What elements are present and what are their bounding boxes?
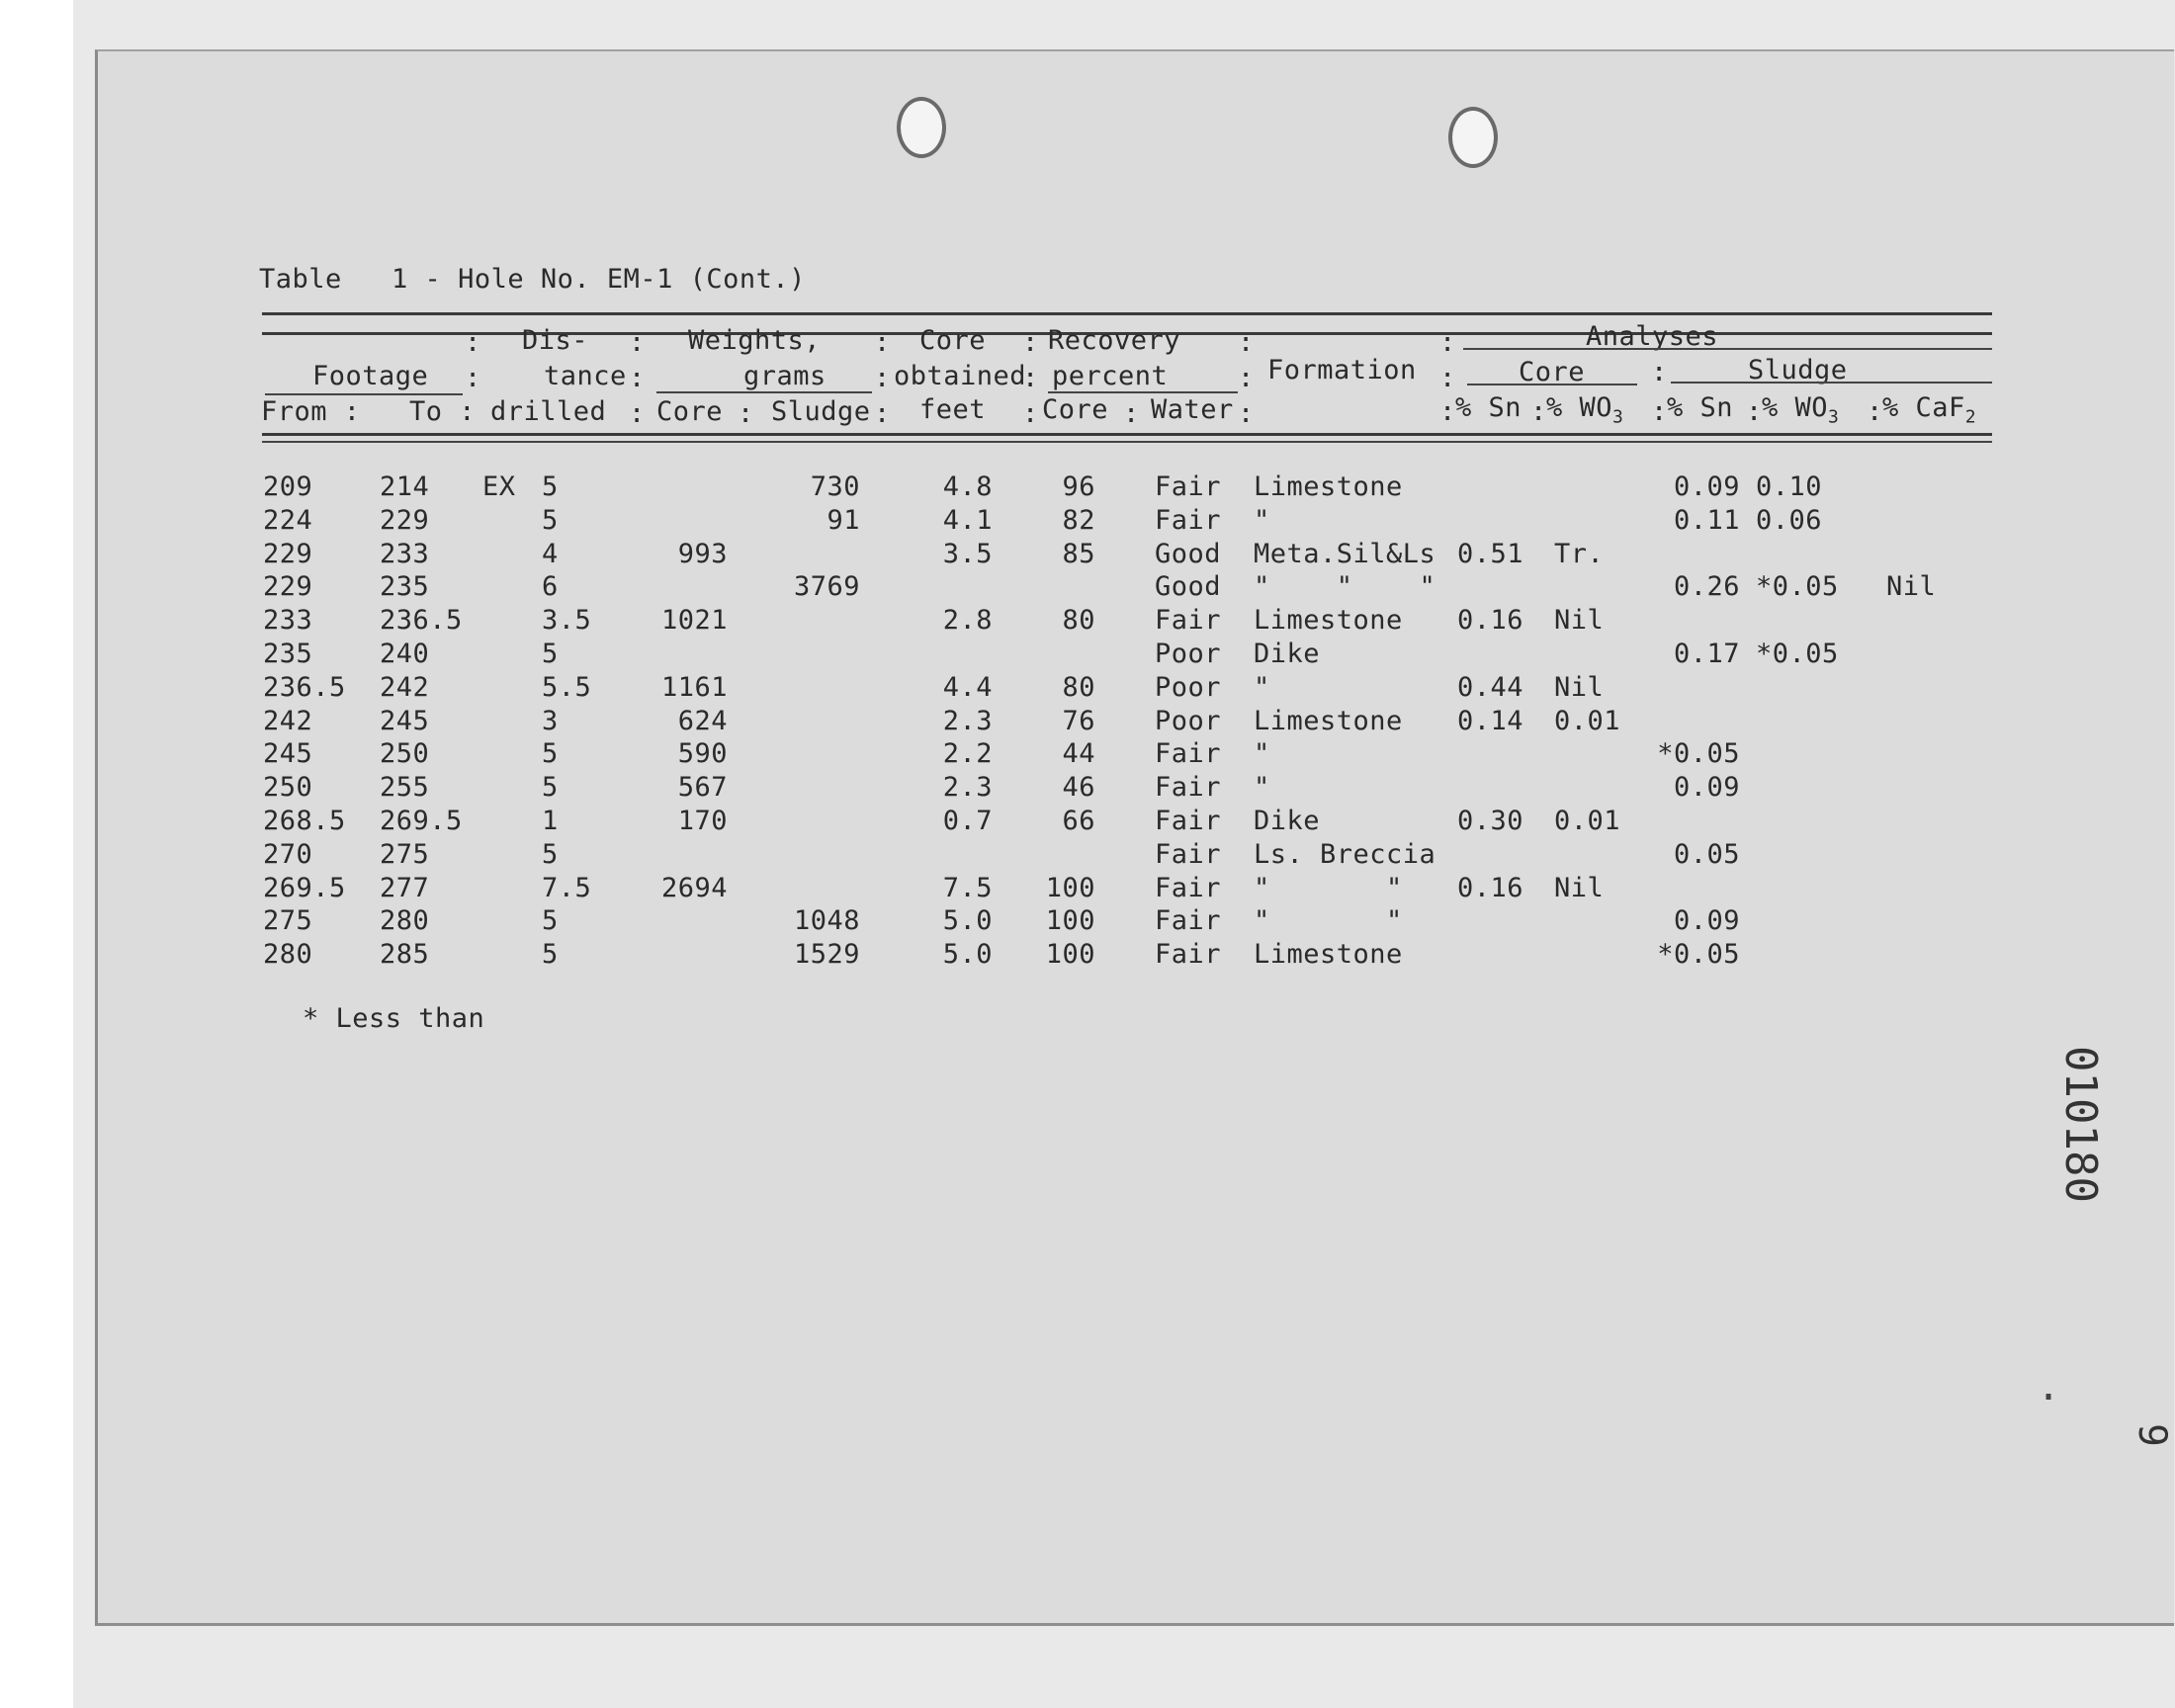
cell-to: 242 <box>380 672 430 703</box>
cell-from: 250 <box>263 772 313 803</box>
cell-from: 224 <box>263 505 313 536</box>
scan-margin <box>0 0 73 1708</box>
cell-dist: 3 <box>542 706 559 736</box>
cell-from: 245 <box>263 738 313 769</box>
cell-c-sn: 0.14 <box>1457 706 1524 736</box>
cell-w-core: 624 <box>677 706 728 736</box>
sep: : <box>1439 327 1456 358</box>
cell-dist: 1 <box>542 806 559 836</box>
cell-dist: 5.5 <box>542 672 592 703</box>
sep: : <box>629 398 646 429</box>
cell-core-ft: 7.5 <box>942 873 993 903</box>
header-bottom-rule <box>262 433 1992 436</box>
cell-c-wo3: Nil <box>1554 672 1605 703</box>
header-distance-3: drilled <box>490 396 607 427</box>
cell-dist: 5 <box>542 471 559 502</box>
cell-rec: 82 <box>1062 505 1095 536</box>
cell-from: 236.5 <box>263 672 346 703</box>
header-recovery-core: Core <box>1042 394 1109 425</box>
cell-formation: " " " <box>1254 571 1436 602</box>
cell-to: 229 <box>380 505 430 536</box>
cell-to: 245 <box>380 706 430 736</box>
cell-to: 269.5 <box>380 806 463 836</box>
sep: : <box>1022 363 1039 393</box>
sep: : <box>1651 396 1668 427</box>
cell-to: 285 <box>380 939 430 970</box>
cell-s-sn: 0.26 <box>1673 571 1740 602</box>
cell-formation: Limestone <box>1254 706 1403 736</box>
cell-rec: 66 <box>1062 806 1095 836</box>
cell-core-ft: 2.8 <box>942 605 993 636</box>
cell-to: 255 <box>380 772 430 803</box>
cell-w-core: 567 <box>677 772 728 803</box>
header-core-obtained-2: obtained <box>894 361 1027 391</box>
footnote: * Less than <box>303 1003 485 1034</box>
cell-s-sn: *0.05 <box>1657 939 1740 970</box>
cell-dist: 7.5 <box>542 873 592 903</box>
sep: : <box>1439 396 1456 427</box>
cell-from: 270 <box>263 839 313 870</box>
header-top-rule <box>262 312 1992 315</box>
header-bottom-rule-2 <box>262 441 1992 443</box>
cell-w-core: 2694 <box>660 873 728 903</box>
cell-w-sludge: 1048 <box>793 905 860 936</box>
cell-water: Fair <box>1155 772 1222 803</box>
cell-water: Poor <box>1155 639 1222 669</box>
sep: : <box>1022 398 1039 429</box>
cell-dist: 5 <box>542 639 559 669</box>
cell-core-ft: 5.0 <box>942 905 993 936</box>
cell-s-sn: 0.09 <box>1673 772 1740 803</box>
cell-w-core: 993 <box>677 539 728 569</box>
cell-formation: " <box>1254 738 1270 769</box>
cell-water: Fair <box>1155 873 1222 903</box>
cell-core-ft: 4.8 <box>942 471 993 502</box>
cell-dist: 5 <box>542 839 559 870</box>
cell-core-ft: 4.4 <box>942 672 993 703</box>
cell-s-sn: 0.11 <box>1673 505 1740 536</box>
cell-to: 214 <box>380 471 430 502</box>
cell-to: 235 <box>380 571 430 602</box>
sep: : <box>874 398 891 429</box>
cell-s-wo3: 0.10 <box>1756 471 1823 502</box>
cell-formation: Limestone <box>1254 939 1403 970</box>
cell-c-sn: 0.44 <box>1457 672 1524 703</box>
cell-formation: Ls. Breccia <box>1254 839 1436 870</box>
cell-formation: " " <box>1254 905 1403 936</box>
cell-from: 229 <box>263 539 313 569</box>
cell-formation: Dike <box>1254 806 1321 836</box>
header-sludge-caf2: % CaF$_2$ <box>1882 392 1977 428</box>
cell-formation: Dike <box>1254 639 1321 669</box>
cell-water: Fair <box>1155 471 1222 502</box>
cell-rec: 85 <box>1062 539 1095 569</box>
header-core-sn: % Sn <box>1455 392 1522 423</box>
cell-core-ft: 3.5 <box>942 539 993 569</box>
header-sludge-wo3: % $WO_3$ <box>1762 392 1840 428</box>
cell-water: Fair <box>1155 505 1222 536</box>
margin-mark: . <box>2037 1364 2061 1409</box>
cell-formation: Meta.Sil&Ls <box>1254 539 1436 569</box>
sep: : <box>629 327 646 358</box>
cell-to: 240 <box>380 639 430 669</box>
header-formation: Formation <box>1267 355 1417 385</box>
cell-dist: 5 <box>542 738 559 769</box>
cell-to: 236.5 <box>380 605 463 636</box>
header-core-obtained-1: Core <box>919 325 987 356</box>
header-core-wo3: % $WO_3$ <box>1546 392 1624 428</box>
cell-w-sludge: 1529 <box>793 939 860 970</box>
cell-s-sn: *0.05 <box>1657 738 1740 769</box>
header-weights-core: Core <box>656 396 724 427</box>
cell-c-sn: 0.30 <box>1457 806 1524 836</box>
sep: : <box>1238 327 1255 358</box>
sep: : <box>1022 327 1039 358</box>
cell-from: 229 <box>263 571 313 602</box>
cell-w-sludge: 730 <box>810 471 860 502</box>
cell-to: 250 <box>380 738 430 769</box>
header-weights-sludge: Sludge <box>771 396 871 427</box>
cell-formation: Limestone <box>1254 471 1403 502</box>
cell-water: Fair <box>1155 605 1222 636</box>
cell-core-ft: 5.0 <box>942 939 993 970</box>
header-from: From : <box>261 396 361 427</box>
cell-from: 233 <box>263 605 313 636</box>
sep: : <box>874 327 891 358</box>
cell-c-wo3: 0.01 <box>1554 706 1621 736</box>
cell-w-sludge: 91 <box>826 505 860 536</box>
cell-core-ft: 2.3 <box>942 772 993 803</box>
cell-s-wo3: *0.05 <box>1756 639 1839 669</box>
analyses-sludge-underline <box>1671 382 1992 384</box>
sep: : <box>1530 396 1547 427</box>
weights-underline <box>656 391 872 393</box>
cell-c-wo3: 0.01 <box>1554 806 1621 836</box>
header-analyses-core: Core <box>1519 357 1586 387</box>
cell-formation: " " <box>1254 873 1403 903</box>
cell-c-wo3: Nil <box>1554 605 1605 636</box>
footage-underline <box>265 393 463 395</box>
cell-c-sn: 0.51 <box>1457 539 1524 569</box>
cell-w-core: 170 <box>677 806 728 836</box>
cell-rec: 46 <box>1062 772 1095 803</box>
cell-water: Good <box>1155 571 1222 602</box>
cell-rec: 100 <box>1045 905 1095 936</box>
sep: : <box>465 327 481 358</box>
sep: : <box>874 363 891 393</box>
header-core-obtained-3: feet <box>919 394 987 425</box>
cell-water: Fair <box>1155 806 1222 836</box>
cell-water: Good <box>1155 539 1222 569</box>
cell-to: 275 <box>380 839 430 870</box>
cell-rec: 100 <box>1045 939 1095 970</box>
side-document-number: 010180 <box>2055 1046 2106 1203</box>
punch-hole-left <box>897 97 946 158</box>
table-title: Table 1 - Hole No. EM-1 (Cont.) <box>259 264 806 295</box>
cell-c-wo3: Nil <box>1554 873 1605 903</box>
cell-from: 242 <box>263 706 313 736</box>
cell-rec: 96 <box>1062 471 1095 502</box>
cell-core-ft: 0.7 <box>942 806 993 836</box>
cell-rec: 76 <box>1062 706 1095 736</box>
cell-dist: 3.5 <box>542 605 592 636</box>
sep: : <box>1238 398 1255 429</box>
cell-w-core: 590 <box>677 738 728 769</box>
sep: : <box>1867 396 1883 427</box>
header-distance-1: Dis- <box>522 325 589 356</box>
header-recovery-water: Water <box>1151 394 1234 425</box>
sep: : <box>738 398 754 429</box>
cell-to: 280 <box>380 905 430 936</box>
header-footage: Footage <box>312 361 429 391</box>
cell-water: Fair <box>1155 939 1222 970</box>
cell-rec: 80 <box>1062 605 1095 636</box>
sep: : <box>629 363 646 393</box>
cell-from: 235 <box>263 639 313 669</box>
cell-formation: Limestone <box>1254 605 1403 636</box>
header-weights-1: Weights, <box>688 325 822 356</box>
cell-w-sludge: 3769 <box>793 571 860 602</box>
cell-core-ft: 2.2 <box>942 738 993 769</box>
cell-water: Fair <box>1155 738 1222 769</box>
cell-s-sn: 0.09 <box>1673 905 1740 936</box>
header-analyses: Analyses <box>1586 321 1719 352</box>
cell-from: 268.5 <box>263 806 346 836</box>
cell-c-sn: 0.16 <box>1457 605 1524 636</box>
cell-dist: 5 <box>542 772 559 803</box>
cell-s-caf2: Nil <box>1886 571 1937 602</box>
header-distance-2: tance <box>544 361 627 391</box>
cell-formation: " <box>1254 505 1270 536</box>
cell-to: 233 <box>380 539 430 569</box>
analyses-underline <box>1463 348 1992 350</box>
sep: : <box>1439 363 1456 393</box>
cell-w-core: 1021 <box>660 605 728 636</box>
cell-water: Poor <box>1155 672 1222 703</box>
cell-dist: 4 <box>542 539 559 569</box>
sep: : <box>1238 363 1255 393</box>
cell-core-ft: 2.3 <box>942 706 993 736</box>
cell-from: 269.5 <box>263 873 346 903</box>
cell-water: Poor <box>1155 706 1222 736</box>
cell-from: 275 <box>263 905 313 936</box>
cell-s-wo3: *0.05 <box>1756 571 1839 602</box>
cell-from: 209 <box>263 471 313 502</box>
cell-s-sn: 0.09 <box>1673 471 1740 502</box>
analyses-core-underline <box>1467 384 1637 385</box>
cell-to: 277 <box>380 873 430 903</box>
header-sludge-sn: % Sn <box>1667 392 1734 423</box>
cell-water: Fair <box>1155 839 1222 870</box>
punch-hole-right <box>1448 107 1498 168</box>
page-number: 9 <box>2130 1423 2175 1447</box>
header-to: To : <box>409 396 477 427</box>
cell-core-ft: 4.1 <box>942 505 993 536</box>
cell-rec: 80 <box>1062 672 1095 703</box>
cell-w-core: 1161 <box>660 672 728 703</box>
cell-from: 280 <box>263 939 313 970</box>
header-recovery-1: Recovery <box>1048 325 1181 356</box>
cell-bit: EX <box>482 471 516 502</box>
header-analyses-sludge: Sludge <box>1748 355 1848 385</box>
cell-water: Fair <box>1155 905 1222 936</box>
cell-dist: 5 <box>542 905 559 936</box>
cell-s-sn: 0.05 <box>1673 839 1740 870</box>
cell-rec: 100 <box>1045 873 1095 903</box>
cell-dist: 5 <box>542 939 559 970</box>
cell-s-sn: 0.17 <box>1673 639 1740 669</box>
cell-formation: " <box>1254 672 1270 703</box>
cell-rec: 44 <box>1062 738 1095 769</box>
cell-dist: 5 <box>542 505 559 536</box>
cell-c-sn: 0.16 <box>1457 873 1524 903</box>
sep: : <box>1651 357 1668 387</box>
sep: : <box>1746 396 1763 427</box>
sep: : <box>1123 398 1140 429</box>
sep: : <box>465 363 481 393</box>
cell-s-wo3: 0.06 <box>1756 505 1823 536</box>
header-weights-2: grams <box>743 361 826 391</box>
header-recovery-2: percent <box>1052 361 1169 391</box>
cell-formation: " <box>1254 772 1270 803</box>
cell-c-wo3: Tr. <box>1554 539 1605 569</box>
recovery-underline <box>1048 391 1238 393</box>
cell-dist: 6 <box>542 571 559 602</box>
